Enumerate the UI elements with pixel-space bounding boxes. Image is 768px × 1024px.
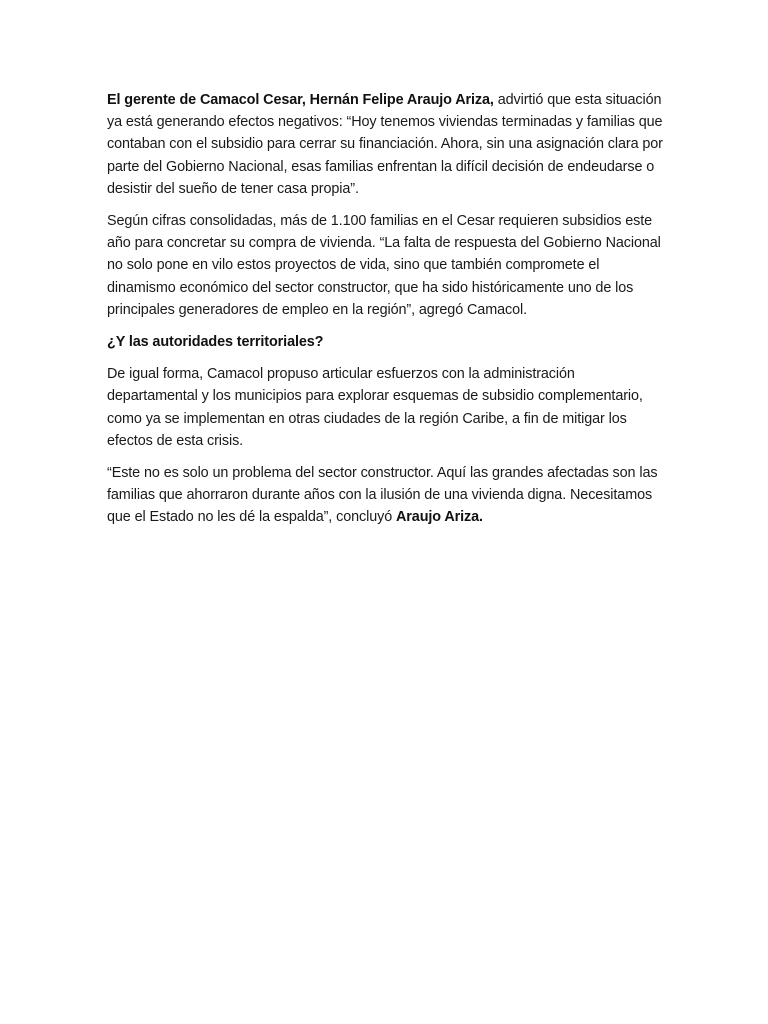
speaker-name-bold: El gerente de Camacol Cesar, Hernán Felipe Araujo Ariza,: [107, 92, 494, 108]
paragraph-text: Según cifras consolidadas, más de 1.100 familias en el Cesar requieren subsidios este año para concretar su compra de vivienda. “La falta de respuesta del Gobierno Nacional no solo pone en vilo estos proyectos de vida, sino que también compromete el dinamismo económico del sector constructor, que ha sido históricamente uno de los principales generadores de empleo en la región”, agregó Camacol.: [107, 213, 661, 318]
paragraph-text: advirtió que esta situación ya está generando efectos negativos: “Hoy tenemos viviendas terminadas y familias que contaban con el subsidio para cerrar su financiación. Ahora, sin una asignación clara por parte del Gobierno Nacional, esas familias enfrentan la difícil decisión de endeudarse o desistir del sueño de tener casa propia”.: [107, 92, 663, 197]
paragraph-text: De igual forma, Camacol propuso articular esfuerzos con la administración departamental y los municipios para explorar esquemas de subsidio complementario, como ya se implementan en otras ciudades de la región Caribe, a fin de mitigar los efectos de esta crisis.: [107, 366, 643, 449]
paragraph-cifras: [107, 210, 663, 321]
paragraph-conclusion: [107, 462, 663, 529]
speaker-name-bold: Araujo Ariza.: [396, 509, 483, 526]
section-subheading: ¿Y las autoridades territoriales?: [107, 334, 324, 351]
paragraph-text: “Este no es solo un problema del sector constructor. Aquí las grandes afectadas son las familias que ahorraron durante años con la ilusión de una vivienda digna. Necesitamos que el Estado no les dé la espalda”, concluyó: [107, 465, 658, 526]
paragraph-propuesta: [107, 363, 663, 452]
article-body: [107, 89, 663, 539]
paragraph-gerente-statement: [107, 89, 663, 200]
